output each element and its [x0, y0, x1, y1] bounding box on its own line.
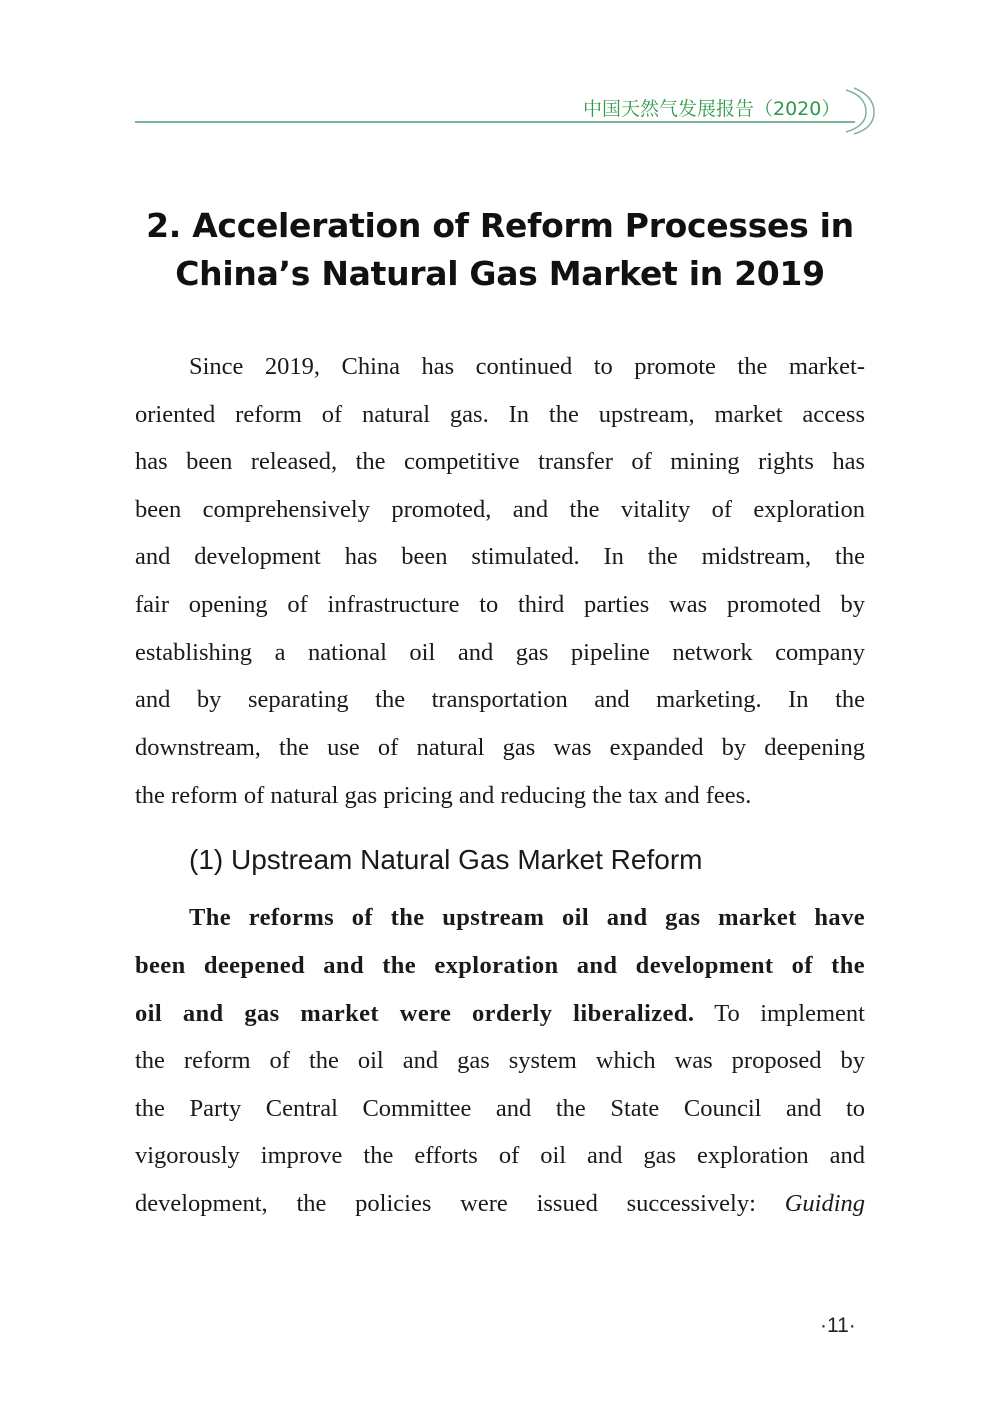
paragraph-line: has been released, the competitive transfer of mining rights has [135, 448, 865, 475]
paragraph-line: Since 2019, China has continued to promote the market- [189, 353, 865, 380]
paragraph-line: been comprehensively promoted, and the vitality of exploration [135, 496, 865, 523]
paragraph-line: the reform of the oil and gas system which was proposed by [135, 1047, 865, 1074]
page-number: ·11· [820, 1314, 856, 1337]
paragraph-line: downstream, the use of natural gas was expanded by deepening [135, 734, 865, 761]
paragraph-line [135, 1189, 865, 1219]
paragraph-line: and by separating the transportation and marketing. In the [135, 686, 865, 713]
regular-text: To implement [694, 1000, 865, 1027]
paragraph-line: the Party Central Committee and the State Council and to [135, 1095, 865, 1122]
chapter-title-line-2: China’s Natural Gas Market in 2019 [175, 254, 825, 293]
paragraph-line [135, 999, 865, 1029]
paragraph-line: the reform of natural gas pricing and reducing the tax and fees. [135, 782, 752, 809]
paragraph-line: vigorously improve the efforts of oil and gas exploration and [135, 1142, 865, 1169]
bold-lead-sentence-end: oil and gas market were orderly liberalized. [135, 1000, 695, 1027]
paragraph-line: establishing a national oil and gas pipeline network company [135, 639, 865, 666]
section-subheading: (1) Upstream Natural Gas Market Reform [189, 844, 703, 875]
paragraph-line-bold: The reforms of the upstream oil and gas market have [189, 904, 865, 931]
header-bracket-ornament [840, 86, 880, 136]
paragraph-line-bold: been deepened and the exploration and development of the [135, 952, 865, 979]
paragraph-line: oriented reform of natural gas. In the upstream, market access [135, 401, 865, 428]
running-header-title: 中国天然气发展报告（2020） [583, 98, 841, 120]
paragraph-line: and development has been stimulated. In the midstream, the [135, 543, 865, 570]
chapter-title-line-1: 2. Acceleration of Reform Processes in [146, 206, 854, 245]
header-rule-divider [135, 121, 855, 123]
paragraph-line: fair opening of infrastructure to third parties was promoted by [135, 591, 865, 618]
regular-text: development, the policies were issued successively: [135, 1190, 785, 1217]
italic-policy-title: Guiding [784, 1190, 865, 1217]
